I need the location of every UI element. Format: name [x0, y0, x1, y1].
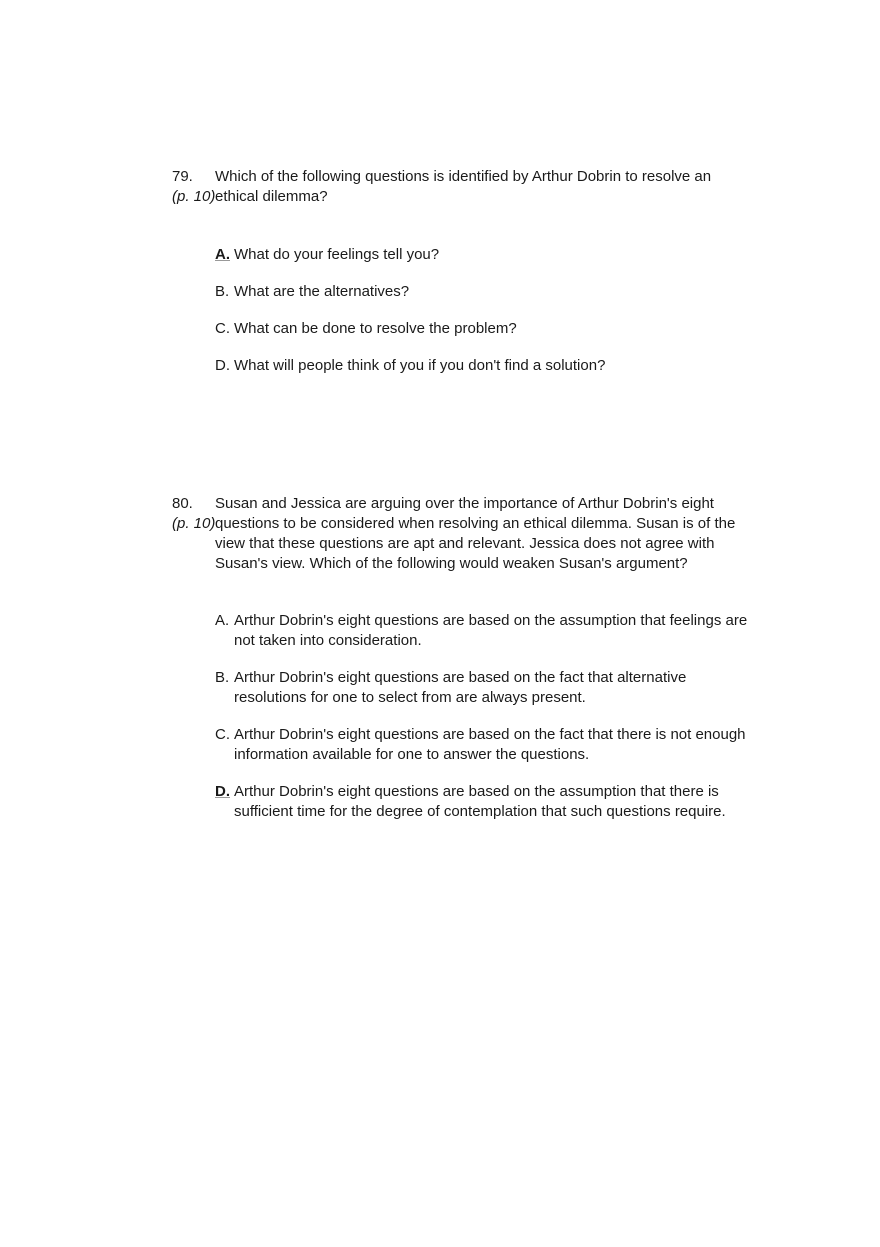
option-letter: B. [215, 669, 230, 686]
option-text: What do your feelings tell you? [234, 246, 440, 263]
option-letter: A. [215, 612, 230, 629]
option-text: Arthur Dobrin's eight questions are based on the assumption that there is sufficient time for the degree of contemplation that such questions require. [234, 783, 726, 820]
option-text: Arthur Dobrin's eight questions are based on the assumption that feelings are not taken into consideration. [234, 612, 748, 649]
question-number: 79. [172, 168, 193, 185]
option-text: Arthur Dobrin's eight questions are based on the fact that alternative resolutions for one to select from are always present. [234, 669, 687, 706]
question-number: 80. [172, 495, 193, 512]
option-79-b [215, 282, 755, 302]
page-reference: (p. 10) [172, 188, 216, 205]
option-80-c [215, 725, 755, 765]
option-80-d [215, 782, 755, 822]
option-text: What will people think of you if you don't find a solution? [234, 357, 606, 374]
option-text: Arthur Dobrin's eight questions are based on the fact that there is not enough information available for one to answer the questions. [234, 726, 746, 763]
option-letter: A. [215, 246, 230, 263]
page-reference: (p. 10) [172, 515, 216, 532]
option-80-b [215, 668, 755, 708]
option-text: What can be done to resolve the problem? [234, 320, 517, 337]
option-letter: D. [215, 357, 230, 374]
option-letter: C. [215, 726, 230, 743]
option-text: What are the alternatives? [234, 283, 410, 300]
option-80-a [215, 611, 755, 651]
option-79-c [215, 319, 755, 339]
option-letter: B. [215, 283, 230, 300]
question-text: Which of the following questions is identified by Arthur Dobrin to resolve an ethical dilemma? [215, 168, 712, 205]
question-80 [172, 494, 752, 574]
option-letter: D. [215, 783, 230, 800]
question-79 [172, 167, 752, 207]
option-79-a [215, 245, 755, 265]
option-79-d [215, 356, 755, 376]
question-text: Susan and Jessica are arguing over the importance of Arthur Dobrin's eight questions to be considered when resolving an ethical dilemma. Susan is of the view that these questions are apt and relevant. Jessica does not agree with Susan's view. Which of the following would weaken Susan's argument? [215, 495, 736, 572]
option-letter: C. [215, 320, 230, 337]
